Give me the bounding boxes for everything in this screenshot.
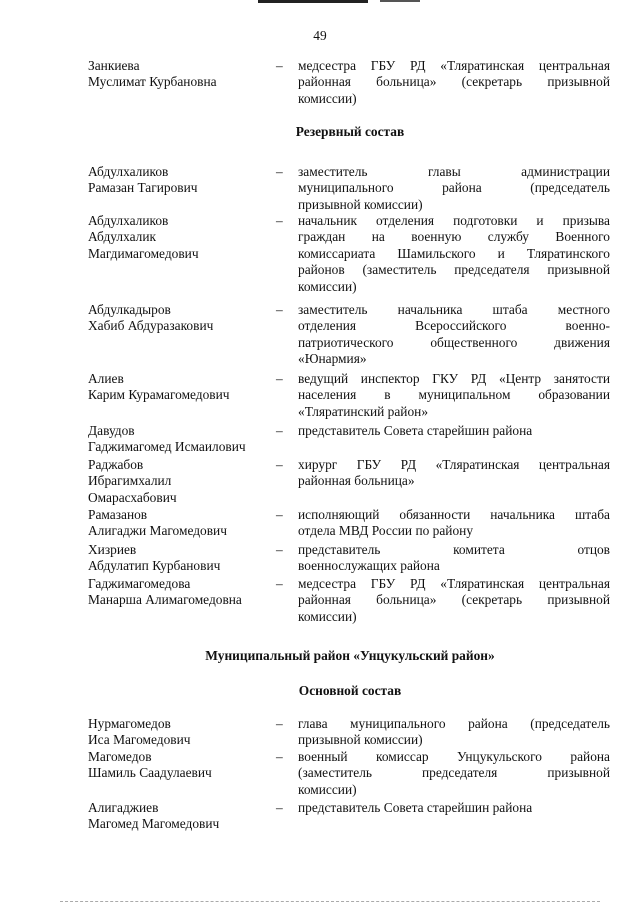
person-role: [298, 716, 610, 749]
person-name-line: Давудов: [88, 423, 135, 438]
dash-separator: –: [276, 716, 283, 731]
person-role: [298, 58, 610, 107]
person-name-line: Алигаджи Магомедович: [88, 523, 227, 539]
person-role-line: комиссии): [298, 278, 357, 294]
person-name-line: Карим Курамагомедович: [88, 387, 230, 403]
person-role-line: районов (заместитель председателя призывной: [298, 262, 610, 278]
person-role-line: комиссии): [298, 90, 357, 106]
person-role: [298, 542, 610, 575]
dash-separator: –: [276, 800, 283, 815]
person-name: [88, 749, 278, 782]
dash-separator: –: [276, 507, 283, 522]
dash-separator: –: [276, 576, 283, 591]
person-role-line: комиссариата Шамильского и Тляратинского: [298, 245, 610, 261]
dash-separator: –: [276, 164, 283, 179]
person-name: [88, 542, 278, 575]
person-role-line: медсестра ГБУ РД «Тляратинская центральная: [298, 576, 610, 591]
person-role-line: ведущий инспектор ГКУ РД «Центр занятости: [298, 371, 610, 386]
person-role: [298, 371, 610, 420]
person-role: [298, 507, 610, 540]
person-name: [88, 371, 278, 404]
dash-separator: –: [276, 423, 283, 438]
person-name-line: Абдулхаликов: [88, 164, 169, 179]
person-role-line: представитель Совета старейшин района: [298, 800, 533, 815]
person-role-line: представитель Совета старейшин района: [298, 423, 533, 438]
person-name-line: Омарасхабович: [88, 489, 177, 505]
scan-top-line: [258, 0, 368, 3]
person-name: [88, 213, 278, 262]
person-role-line: призывной комиссии): [298, 732, 423, 748]
person-role-line: медсестра ГБУ РД «Тляратинская центральная: [298, 58, 610, 73]
person-role-line: районная больница»: [298, 473, 415, 489]
person-role-line: заместитель главы администрации: [298, 164, 610, 179]
person-name-line: Раджабов: [88, 457, 144, 472]
person-name-line: Ибрагимхалил: [88, 473, 172, 489]
person-name-line: Шамиль Саадулаевич: [88, 765, 212, 781]
person-name-line: Манарша Алимагомедовна: [88, 592, 242, 608]
person-role-line: военнослужащих района: [298, 558, 440, 574]
person-name-line: Иса Магомедович: [88, 732, 191, 748]
person-name: [88, 716, 278, 749]
person-name-line: Рамазан Тагирович: [88, 180, 198, 196]
person-name-line: Алигаджиев: [88, 800, 159, 815]
person-name-line: Магомедов: [88, 749, 152, 764]
page-number: 49: [313, 28, 327, 43]
person-name-line: Нурмагомедов: [88, 716, 171, 731]
person-name-line: Рамазанов: [88, 507, 148, 522]
person-role-line: хирург ГБУ РД «Тляратинская центральная: [298, 457, 610, 472]
person-role-line: призывной комиссии): [298, 196, 423, 212]
person-role-line: представитель комитета отцов: [298, 542, 610, 557]
person-name: [88, 302, 278, 335]
person-role-line: «Тляратинский район»: [298, 403, 429, 419]
person-role-line: заместитель начальника штаба местного: [298, 302, 610, 317]
heading-reserve: Резервный состав: [295, 124, 405, 139]
person-name: [88, 576, 278, 609]
person-name-line: Абдулхаликов: [88, 213, 169, 228]
person-role-line: муниципального района (председатель: [298, 180, 610, 196]
person-name: [88, 507, 278, 540]
person-name-line: Хабиб Абдуразакович: [88, 318, 214, 334]
person-name-line: Занкиева: [88, 58, 140, 73]
person-role-line: глава муниципального района (председатель: [298, 716, 610, 731]
person-role-line: районная больница» (секретарь призывной: [298, 592, 610, 608]
person-name-line: Абдулхалик: [88, 229, 157, 245]
person-role-line: отдела МВД России по району: [298, 523, 474, 539]
person-role: [298, 576, 610, 625]
scan-bottom-line: [60, 901, 600, 903]
person-role: [298, 302, 610, 368]
dash-separator: –: [276, 213, 283, 228]
scan-top-mark: [380, 0, 420, 2]
dash-separator: –: [276, 749, 283, 764]
person-name: [88, 800, 278, 833]
person-role-line: граждан на военную службу Военного: [298, 229, 610, 245]
person-role-line: военный комиссар Унцукульского района: [298, 749, 610, 764]
person-name-line: Абдулкадыров: [88, 302, 171, 317]
dash-separator: –: [276, 457, 283, 472]
dash-separator: –: [276, 371, 283, 386]
person-name: [88, 164, 278, 197]
person-name: [88, 457, 278, 506]
person-name-line: Магомед Магомедович: [88, 816, 220, 832]
person-name-line: Алиев: [88, 371, 124, 386]
person-role: [298, 164, 610, 213]
person-role-line: комиссии): [298, 781, 357, 797]
person-role: [298, 749, 610, 798]
person-name-line: Гаджимагомед Исмаилович: [88, 439, 246, 455]
heading-main: Основной состав: [298, 683, 402, 698]
person-role-line: районная больница» (секретарь призывной: [298, 74, 610, 90]
person-name-line: Муслимат Курбановна: [88, 74, 217, 90]
person-role: [298, 457, 610, 490]
dash-separator: –: [276, 302, 283, 317]
person-role-line: начальник отделения подготовки и призыва: [298, 213, 610, 228]
person-name-line: Гаджимагомедова: [88, 576, 191, 591]
person-name: [88, 423, 278, 456]
dash-separator: –: [276, 542, 283, 557]
person-role-line: (заместитель председателя призывной: [298, 765, 610, 781]
person-role-line: отделения Всероссийского военно-: [298, 318, 610, 334]
dash-separator: –: [276, 58, 283, 73]
person-role-line: патриотического общественного движения: [298, 334, 610, 350]
person-role: [298, 423, 610, 439]
person-role-line: «Юнармия»: [298, 351, 367, 367]
person-role: [298, 800, 610, 816]
person-name: [88, 58, 278, 91]
person-name-line: Магдимагомедович: [88, 245, 199, 261]
person-role: [298, 213, 610, 295]
person-name-line: Абдулатип Курбанович: [88, 558, 221, 574]
person-role-line: населения в муниципальном образовании: [298, 387, 610, 403]
person-name-line: Хизриев: [88, 542, 137, 557]
person-role-line: исполняющий обязанности начальника штаба: [298, 507, 610, 522]
heading-municipality: Муниципальный район «Унцукульский район»: [205, 648, 495, 663]
person-role-line: комиссии): [298, 608, 357, 624]
